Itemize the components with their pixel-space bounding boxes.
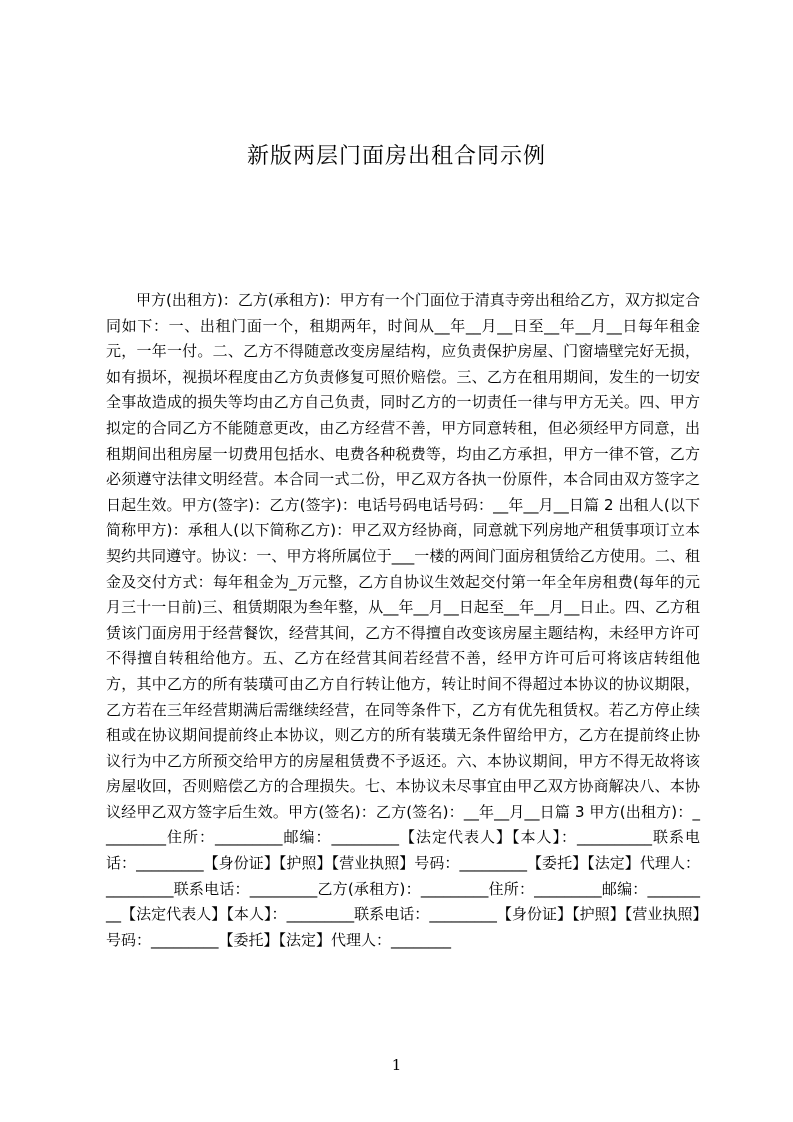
page-number: 1 <box>391 1056 402 1074</box>
contract-body-text: 甲方(出租方)：乙方(承租方)：甲方有一个门面位于清真寺旁出租给乙方，双方拟定合同如下：一、出租门面一个，租期两年，时间从__年__月__日至__年__月__日每年租金元，一年一付。二、乙方不得随意改变房屋结构，应负责保护房屋、门窗墙壁完好无损，如有损坏，视损坏程度由乙方负责修复可照价赔偿。三、乙方在租用期间，发生的一切安全事故造成的损失等均由乙方自己负责，同时乙方的一切责任一律与甲方无关。四、甲方拟定的合同乙方不能随意更改，由乙方经营不善，甲方同意转租，但必须经甲方同意，出租期间出租房屋一切费用包括水、电费各种税费等，均由乙方承担，甲方一律不管，乙方必须遵守法律文明经营。本合同一式二份，甲乙双方各执一份原件，本合同由双方签字之日起生效。甲方(签字)：乙方(签字)：电话号码电话号码：__年__月__日篇 2 出租人(以下简称甲方)：承租人(以下简称乙方)：甲乙双方经协商，同意就下列房地产租赁事项订立本契约共同遵守。协议：一、甲方将所属位于___一楼的两间门面房租赁给乙方使用。二、租金及交付方式：每年租金为_万元整，乙方自协议生效起交付第一年全年房租费(每年的元月三十一日前)三、租赁期限为叁年整，从__年__月__日起至__年__月__日止。四、乙方租赁该门面房用于经营餐饮，经营其间，乙方不得擅自改变该房屋主题结构，未经甲方许可不得擅自转租给他方。五、乙方在经营其间若经营不善，经甲方许可后可将该店转组他方，其中乙方的所有装璜可由乙方自行转让他方，转让时间不得超过本协议的协议期限，乙方若在三年经营期满后需继续经营，在同等条件下，乙方有优先租赁权。若乙方停止续租或在协议期间提前终止本协议，则乙方的所有装璜无条件留给甲方，乙方在提前终止协议行为中乙方所预交给甲方的房屋租赁费不予返还。六、本协议期间，甲方不得无故将该房屋收回，否则赔偿乙方的合理损失。七、本协议未尽事宜由甲乙双方协商解决八、本协议经甲乙双方签字后生效。甲方(签名)：乙方(签名)：__年__月__日篇 3 甲方(出租方)：_________住所：_________邮编：_________【法定代表人】【本人】：__________联系电话：_________【身份证】【护照】【营业执照】号码：_________【委托】【法定】代理人：_________联系电话：_________乙方(承租方)：_________住所：_________邮编：_________【法定代表人】【本人】：_________联系电话：_________【身份证】【护照】【营业执照】号码：_________【委托】【法定】代理人：________ <box>106 291 700 949</box>
document-title: 新版两层门面房出租合同示例 <box>246 144 546 169</box>
